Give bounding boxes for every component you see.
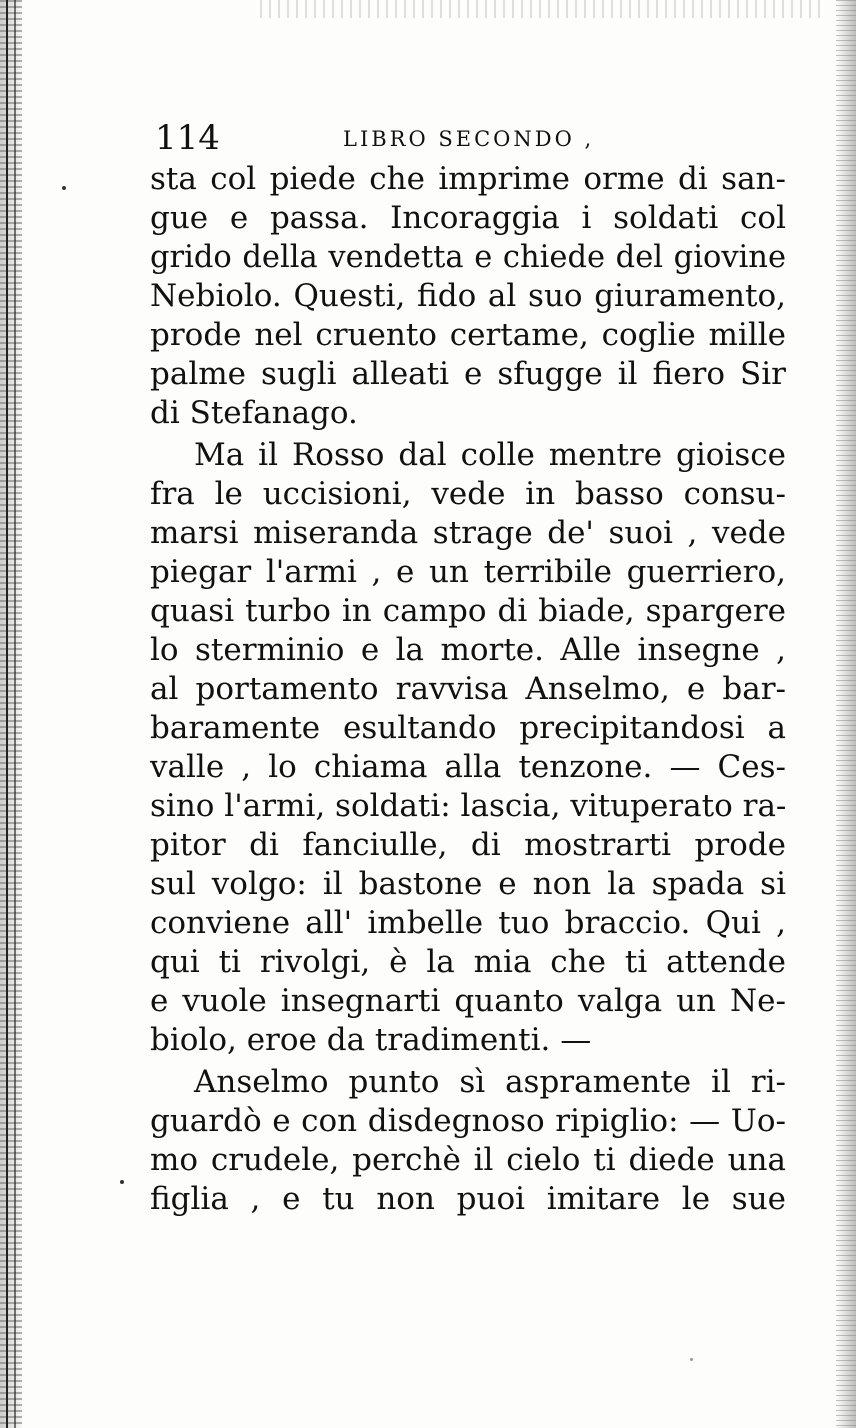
page-number: 114 (155, 118, 220, 158)
text-line: valle , lo chiama alla tenzone. — Ces- (150, 749, 786, 785)
text-line: sino l'armi, soldati: lascia, vituperato ra- (150, 788, 787, 824)
body-text (150, 160, 786, 1219)
text-line: guardò e con disdegnoso ripiglio: — Uo- (150, 1103, 786, 1139)
running-head: LIBRO SECONDO , (343, 127, 595, 151)
text-line: grido della vendetta e chiede del giovine (150, 240, 786, 275)
text-line: mo crudele, perchè il cielo ti diede una (150, 1142, 786, 1178)
binding-line (6, 0, 8, 1428)
text-line: prode nel cruento certame, coglie mille (150, 317, 786, 353)
scan-speck (120, 1180, 124, 1184)
text-line: baramente esultando precipitandosi a (150, 710, 786, 746)
text-line: e vuole insegnarti quanto valga un Ne- (150, 983, 786, 1019)
text-line: sta col piede che imprime orme di san- (150, 161, 786, 197)
text-line: sul volgo: il bastone e non la spada si (150, 866, 786, 902)
scan-speck (62, 186, 66, 190)
text-line: qui ti rivolgi, è la mia che ti attende (150, 944, 786, 980)
text-line: Ma il Rosso dal colle mentre gioisce (194, 437, 786, 473)
text-line: lo sterminio e la morte. Alle insegne , (150, 632, 786, 668)
text-line: palme sugli alleati e sfugge il fiero Sir (150, 356, 786, 392)
text-line: pitor di fanciulle, di mostrarti prode (150, 827, 786, 863)
page-header (155, 118, 795, 158)
page-edge-right (836, 0, 856, 1428)
binding-line (14, 0, 16, 1428)
text-line: figlia , e tu non puoi imitare le sue (150, 1181, 786, 1217)
text-line: biolo, eroe da tradimenti. — (150, 1022, 592, 1058)
text-line: fra le uccisioni, vede in basso consu- (150, 476, 786, 512)
text-line: al portamento ravvisa Anselmo, e bar- (150, 671, 786, 707)
scan-speck (690, 1358, 693, 1361)
scan-smudge (260, 0, 820, 18)
text-line: conviene all' imbelle tuo braccio. Qui , (150, 905, 786, 941)
text-line: quasi turbo in campo di biade, spargere (150, 593, 786, 629)
text-line: gue e passa. Incoraggia i soldati col (150, 200, 786, 236)
text-line: Nebiolo. Questi, fido al suo giuramento, (150, 278, 786, 314)
text-line: piegar l'armi , e un terribile guerriero, (150, 554, 786, 590)
binding-edge (0, 0, 22, 1428)
text-line: di Stefanago. (150, 395, 358, 431)
text-line: Anselmo punto sì aspramente il ri- (194, 1064, 786, 1100)
text-line: marsi miseranda strage de' suoi , vede (150, 515, 786, 551)
